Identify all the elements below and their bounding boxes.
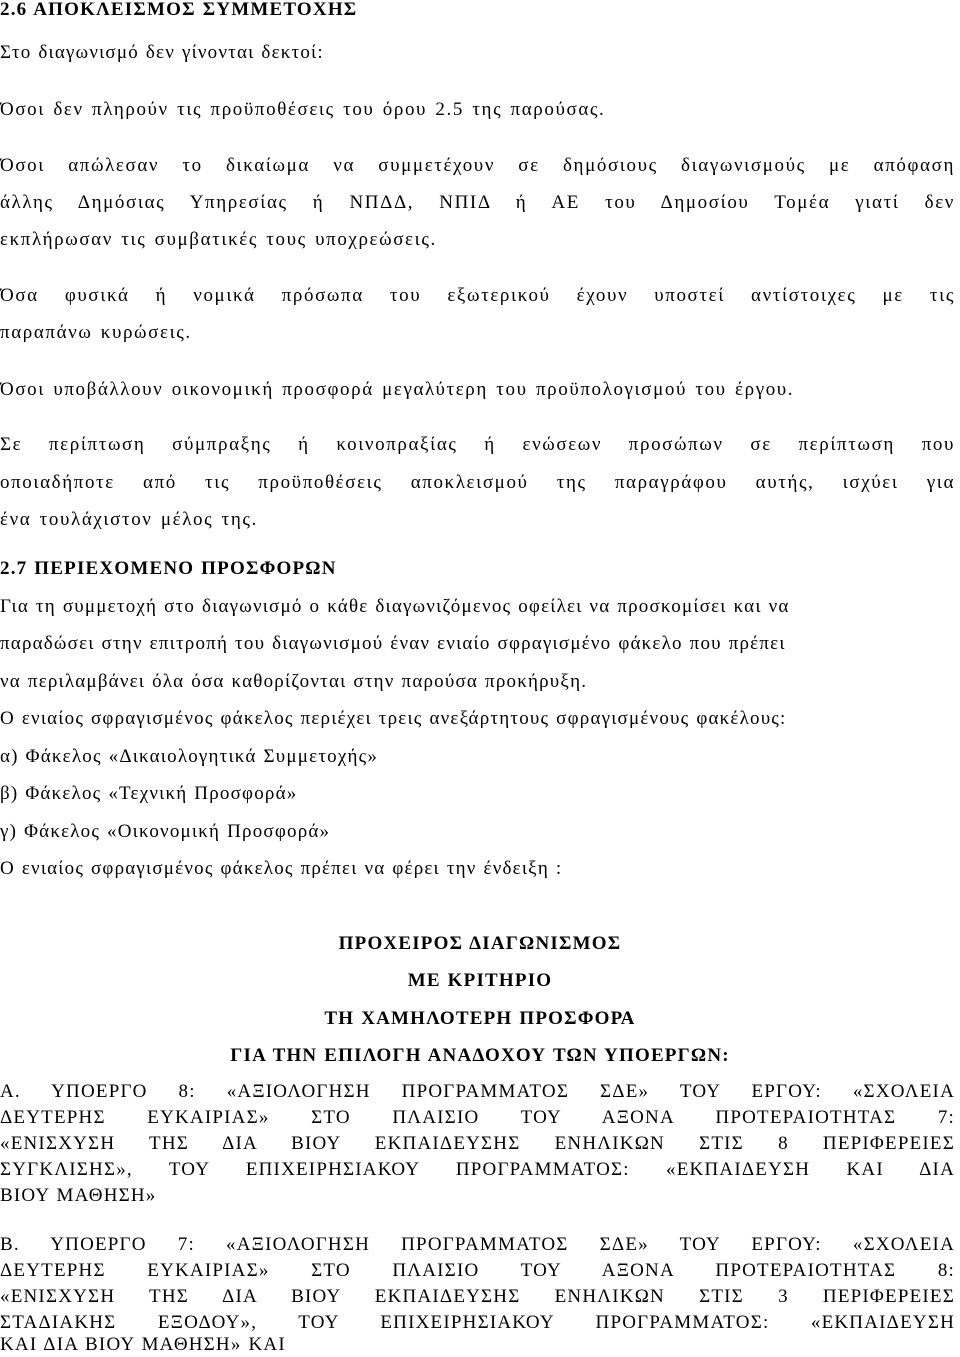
offers-paragraph-2: Ο ενιαίος σφραγισμένος φάκελος περιέχει τρεις ανεξάρτητους σφραγισμένους φακέλους: (0, 708, 787, 729)
subproject-b-line-5: ΚΑΙ ΔΙΑ ΒΙΟΥ ΜΑΘΗΣΗ» ΚΑΙ (0, 1334, 286, 1355)
exclusion-item-1: Όσοι δεν πληρούν τις προϋποθέσεις του όρου 2.5 της παρούσας. (0, 99, 606, 120)
envelope-b: β) Φάκελος «Τεχνική Προσφορά» (0, 783, 298, 804)
section-2-7-heading: 2.7 ΠΕΡΙΕΧΟΜΕΝΟ ΠΡΟΣΦΟΡΩΝ (0, 558, 337, 579)
exclusion-item-3-line-1: Όσα φυσικά ή νομικά πρόσωπα του εξωτερικού έχουν υποστεί αντίστοιχες με τις (0, 285, 955, 306)
section-2-6-heading: 2.6 ΑΠΟΚΛΕΙΣΜΟΣ ΣΥΜΜΕΤΟΧΗΣ (0, 0, 358, 20)
label-line-1: ΠΡΟΧΕΙΡΟΣ ΔΙΑΓΩΝΙΣΜΟΣ (338, 933, 622, 954)
exclusion-item-2-line-1: Όσοι απώλεσαν το δικαίωμα να συμμετέχουν σε δημόσιους διαγωνισμούς με απόφαση (0, 155, 955, 176)
exclusion-item-5-line-3: ένα τουλάχιστον μέλος της. (0, 509, 258, 530)
exclusion-item-4: Όσοι υποβάλλουν οικονομική προσφορά μεγαλύτερη του προϋπολογισμού του έργου. (0, 379, 795, 400)
exclusion-item-2-line-2: άλλης Δημόσιας Υπηρεσίας ή ΝΠΔΔ, ΝΠΙΔ ή ΑΕ του Δημοσίου Τομέα γιατί δεν (0, 192, 955, 213)
subproject-a-line-4: ΣΥΓΚΛΙΣΗΣ», ΤΟΥ ΕΠΙΧΕΙΡΗΣΙΑΚΟΥ ΠΡΟΓΡΑΜΜΑΤΟΣ: «ΕΚΠΑΙΔΕΥΣΗ ΚΑΙ ΔΙΑ (0, 1159, 955, 1180)
offers-paragraph-3: Ο ενιαίος σφραγισμένος φάκελος πρέπει να φέρει την ένδειξη : (0, 858, 563, 879)
label-line-2: ΜΕ ΚΡΙΤΗΡΙΟ (407, 970, 553, 991)
subproject-a-line-2: ΔΕΥΤΕΡΗΣ ΕΥΚΑΙΡΙΑΣ» ΣΤΟ ΠΛΑΙΣΙΟ ΤΟΥ ΑΞΟΝΑ ΠΡΟΤΕΡΑΙΟΤΗΤΑΣ 7: (0, 1107, 955, 1128)
label-line-4: ΓΙΑ ΤΗΝ ΕΠΙΛΟΓΗ ΑΝΑΔΟΧΟΥ ΤΩΝ ΥΠΟΕΡΓΩΝ: (230, 1045, 730, 1066)
subproject-a-line-3: «ΕΝΙΣΧΥΣΗ ΤΗΣ ΔΙΑ ΒΙΟΥ ΕΚΠΑΙΔΕΥΣΗΣ ΕΝΗΛΙΚΩΝ ΣΤΙΣ 8 ΠΕΡΙΦΕΡΕΙΕΣ (0, 1133, 955, 1154)
exclusion-item-2-line-3: εκπλήρωσαν τις συμβατικές τους υποχρεώσεις. (0, 229, 437, 250)
offers-paragraph-1-line-1: Για τη συμμετοχή στο διαγωνισμό ο κάθε διαγωνιζόμενος οφείλει να προσκομίσει και να (0, 596, 790, 617)
offers-paragraph-1-line-2: παραδώσει στην επιτροπή του διαγωνισμού έναν ενιαίο σφραγισμένο φάκελο που πρέπει (0, 633, 786, 654)
label-line-3: ΤΗ ΧΑΜΗΛΟΤΕΡΗ ΠΡΟΣΦΟΡΑ (324, 1008, 636, 1029)
section-2-6-intro: Στο διαγωνισμό δεν γίνονται δεκτοί: (0, 42, 324, 63)
subproject-b-line-4: ΣΤΑΔΙΑΚΗΣ ΕΞΟΔΟΥ», ΤΟΥ ΕΠΙΧΕΙΡΗΣΙΑΚΟΥ ΠΡΟΓΡΑΜΜΑΤΟΣ: «ΕΚΠΑΙΔΕΥΣΗ (0, 1312, 955, 1333)
subproject-b-line-2: ΔΕΥΤΕΡΗΣ ΕΥΚΑΙΡΙΑΣ» ΣΤΟ ΠΛΑΙΣΙΟ ΤΟΥ ΑΞΟΝΑ ΠΡΟΤΕΡΑΙΟΤΗΤΑΣ 8: (0, 1260, 955, 1281)
exclusion-item-5-line-1: Σε περίπτωση σύμπραξης ή κοινοπραξίας ή ενώσεων προσώπων σε περίπτωση που (0, 434, 955, 455)
subproject-a-line-5: ΒΙΟΥ ΜΑΘΗΣΗ» (0, 1185, 157, 1206)
exclusion-item-3-line-2: παραπάνω κυρώσεις. (0, 322, 192, 343)
envelope-a: α) Φάκελος «Δικαιολογητικά Συμμετοχής» (0, 746, 379, 767)
offers-paragraph-1-line-3: να περιλαμβάνει όλα όσα καθορίζονται στην παρούσα προκήρυξη. (0, 671, 588, 692)
subproject-a-line-1: Α. ΥΠΟΕΡΓΟ 8: «ΑΞΙΟΛΟΓΗΣΗ ΠΡΟΓΡΑΜΜΑΤΟΣ ΣΔΕ» ΤΟΥ ΕΡΓΟΥ: «ΣΧΟΛΕΙΑ (0, 1081, 955, 1102)
envelope-c: γ) Φάκελος «Οικονομική Προσφορά» (0, 821, 331, 842)
subproject-b-line-3: «ΕΝΙΣΧΥΣΗ ΤΗΣ ΔΙΑ ΒΙΟΥ ΕΚΠΑΙΔΕΥΣΗΣ ΕΝΗΛΙΚΩΝ ΣΤΙΣ 3 ΠΕΡΙΦΕΡΕΙΕΣ (0, 1286, 955, 1307)
exclusion-item-5-line-2: οποιαδήποτε από τις προϋποθέσεις αποκλεισμού της παραγράφου αυτής, ισχύει για (0, 472, 955, 493)
subproject-b-line-1: Β. ΥΠΟΕΡΓΟ 7: «ΑΞΙΟΛΟΓΗΣΗ ΠΡΟΓΡΑΜΜΑΤΟΣ ΣΔΕ» ΤΟΥ ΕΡΓΟΥ: «ΣΧΟΛΕΙΑ (0, 1234, 955, 1255)
